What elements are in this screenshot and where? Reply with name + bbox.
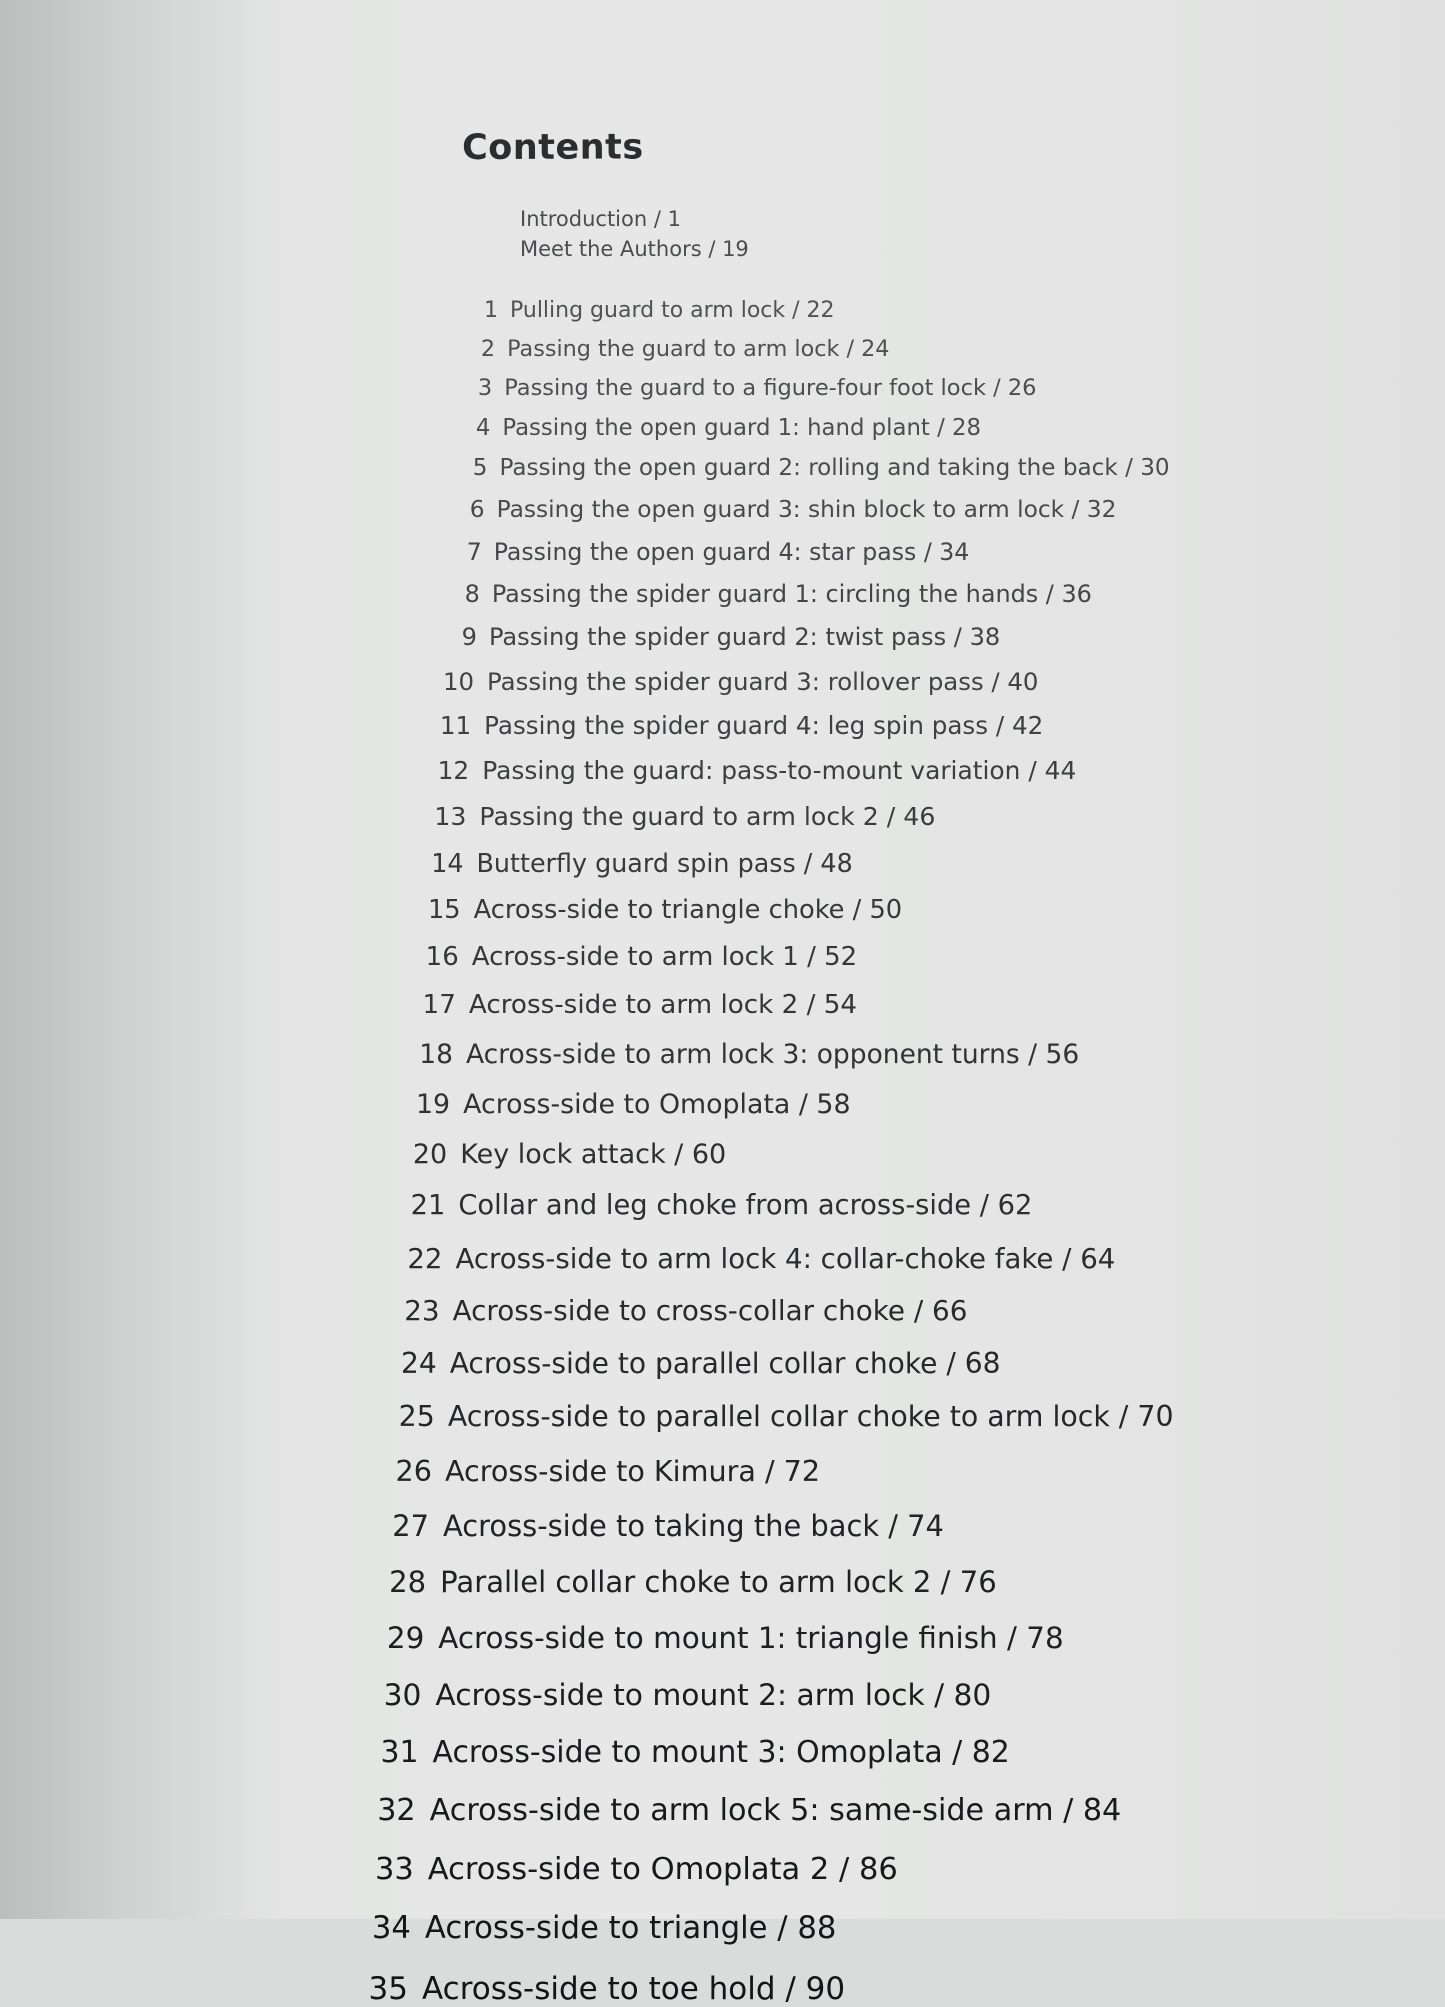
- entry-title: Passing the guard to arm lock / 24: [507, 336, 890, 362]
- entry-title: Butterfly guard spin pass / 48: [476, 848, 853, 878]
- entry-number: 27: [392, 1509, 430, 1543]
- contents-entry: [425, 623, 1000, 651]
- contents-entry: [379, 1400, 1174, 1433]
- entry-title: Parallel collar choke to arm lock 2 / 76: [440, 1565, 997, 1599]
- entry-title: Across-side to taking the back / 74: [443, 1509, 944, 1543]
- contents-entry: [411, 848, 853, 878]
- entry-title: Across-side to mount 2: arm lock / 80: [435, 1678, 992, 1713]
- entry-number: 24: [400, 1347, 437, 1380]
- entry-number: 12: [437, 756, 470, 785]
- front-matter-item: Meet the Authors / 19: [520, 237, 749, 261]
- contents-entry: [439, 415, 981, 441]
- contents-entry: [359, 1793, 1122, 1828]
- entry-number: 33: [374, 1852, 414, 1887]
- entry-number: 16: [425, 942, 459, 972]
- contents-entry: [356, 1852, 898, 1887]
- contents-entry: [393, 1139, 726, 1170]
- contents-entry: [431, 538, 970, 566]
- contents-entry: [436, 455, 1169, 481]
- contents-entry: [362, 1735, 1010, 1770]
- contents-entry: [396, 1089, 850, 1120]
- contents-entry: [385, 1294, 968, 1327]
- contents-entry: [442, 375, 1036, 401]
- contents-entry: [422, 667, 1038, 696]
- contents-entry: [387, 1242, 1115, 1275]
- entry-number: 3: [477, 375, 493, 401]
- contents-entry: [367, 1621, 1063, 1655]
- contents-entry: [448, 298, 835, 323]
- contents-entry: [416, 756, 1076, 785]
- contents-entry: [370, 1565, 997, 1599]
- contents-entry: [353, 1911, 837, 1946]
- contents-entry: [376, 1454, 820, 1488]
- entry-number: 19: [416, 1089, 451, 1120]
- entry-number: 18: [419, 1039, 453, 1070]
- entry-title: Passing the guard to a figure-four foot lock / 26: [504, 375, 1037, 401]
- entry-title: Across-side to parallel collar choke / 68: [449, 1347, 1001, 1380]
- entry-title: Passing the guard to arm lock 2 / 46: [479, 802, 936, 831]
- entry-title: Across-side to Omoplata / 58: [463, 1089, 851, 1120]
- entry-title: Across-side to triangle / 88: [424, 1911, 837, 1946]
- entry-number: 11: [439, 711, 472, 740]
- entry-number: 4: [475, 415, 491, 441]
- entry-title: Across-side to mount 1: triangle finish / 78: [438, 1621, 1064, 1655]
- entry-number: 30: [383, 1678, 422, 1713]
- entry-title: Across-side to triangle choke / 50: [473, 895, 903, 925]
- contents-entry: [390, 1190, 1032, 1221]
- entry-title: Collar and leg choke from across-side / 62: [458, 1190, 1033, 1221]
- entry-number: 34: [371, 1911, 411, 1946]
- entry-title: Passing the guard: pass-to-mount variation / 44: [482, 756, 1077, 785]
- entry-title: Across-side to arm lock 3: opponent turns / 56: [466, 1039, 1080, 1070]
- page-title: Contents: [462, 127, 644, 168]
- contents-entry: [419, 711, 1043, 740]
- entry-title: Passing the spider guard 1: circling the hands / 36: [491, 580, 1092, 608]
- entry-number: 25: [398, 1400, 435, 1433]
- entry-number: 23: [404, 1294, 440, 1327]
- entry-title: Passing the spider guard 4: leg spin pass / 42: [484, 711, 1044, 740]
- entry-title: Passing the spider guard 3: rollover pass / 40: [487, 667, 1039, 696]
- entry-title: Across-side to arm lock 5: same-side arm / 84: [429, 1793, 1122, 1828]
- entry-title: Passing the spider guard 2: twist pass / 38: [488, 623, 1001, 651]
- entry-number: 21: [410, 1190, 446, 1221]
- entry-number: 22: [407, 1242, 443, 1275]
- entry-title: Across-side to Omoplata 2 / 86: [427, 1852, 898, 1887]
- entry-title: Across-side to arm lock 4: collar-choke fake / 64: [455, 1242, 1116, 1275]
- contents-entry: [413, 802, 935, 831]
- contents-entry: [428, 580, 1092, 608]
- contents-entry: [382, 1347, 1001, 1380]
- entry-number: 1: [484, 298, 498, 323]
- contents-entry: [350, 1971, 845, 2007]
- entry-number: 26: [395, 1454, 432, 1488]
- entry-title: Across-side to Kimura / 72: [444, 1454, 821, 1488]
- entry-title: Pulling guard to arm lock / 22: [510, 298, 835, 323]
- contents-entry: [399, 1039, 1079, 1070]
- entry-number: 17: [422, 990, 456, 1020]
- contents-entry: [445, 336, 889, 362]
- entry-number: 10: [443, 667, 475, 696]
- contents-entry: [408, 895, 903, 925]
- contents-entry: [373, 1509, 944, 1543]
- entry-number: 13: [434, 802, 467, 831]
- entry-title: Across-side to cross-collar choke / 66: [452, 1294, 968, 1327]
- contents-entry: [364, 1678, 991, 1713]
- entry-title: Key lock attack / 60: [460, 1139, 727, 1170]
- entry-number: 31: [380, 1735, 419, 1770]
- entry-title: Passing the open guard 3: shin block to arm lock / 32: [496, 496, 1117, 523]
- entry-number: 7: [466, 538, 482, 566]
- entry-number: 6: [469, 496, 485, 523]
- entry-number: 35: [368, 1971, 408, 2007]
- entry-number: 5: [472, 455, 488, 481]
- entry-number: 15: [427, 895, 461, 925]
- entry-number: 14: [431, 848, 464, 878]
- front-matter-item: Introduction / 1: [520, 207, 681, 231]
- entry-number: 29: [386, 1621, 425, 1655]
- entry-title: Passing the open guard 1: hand plant / 28: [502, 415, 982, 441]
- entry-number: 32: [377, 1793, 416, 1828]
- contents-entry: [434, 496, 1117, 523]
- entry-number: 9: [461, 623, 477, 651]
- entry-title: Passing the open guard 4: star pass / 34: [493, 538, 970, 566]
- page-gutter-shadow: [0, 0, 260, 1919]
- entry-title: Across-side to toe hold / 90: [422, 1971, 846, 2007]
- entry-number: 8: [464, 580, 480, 608]
- entry-number: 28: [389, 1565, 427, 1599]
- entry-title: Across-side to parallel collar choke to arm lock / 70: [447, 1400, 1174, 1433]
- entry-title: Across-side to arm lock 1 / 52: [471, 942, 858, 972]
- entry-title: Across-side to mount 3: Omoplata / 82: [432, 1735, 1010, 1770]
- entry-title: Across-side to arm lock 2 / 54: [468, 990, 858, 1020]
- entry-number: 20: [412, 1139, 448, 1170]
- contents-entry: [402, 990, 857, 1020]
- entry-title: Passing the open guard 2: rolling and taking the back / 30: [499, 455, 1170, 481]
- entry-number: 2: [480, 336, 496, 362]
- contents-entry: [405, 942, 857, 972]
